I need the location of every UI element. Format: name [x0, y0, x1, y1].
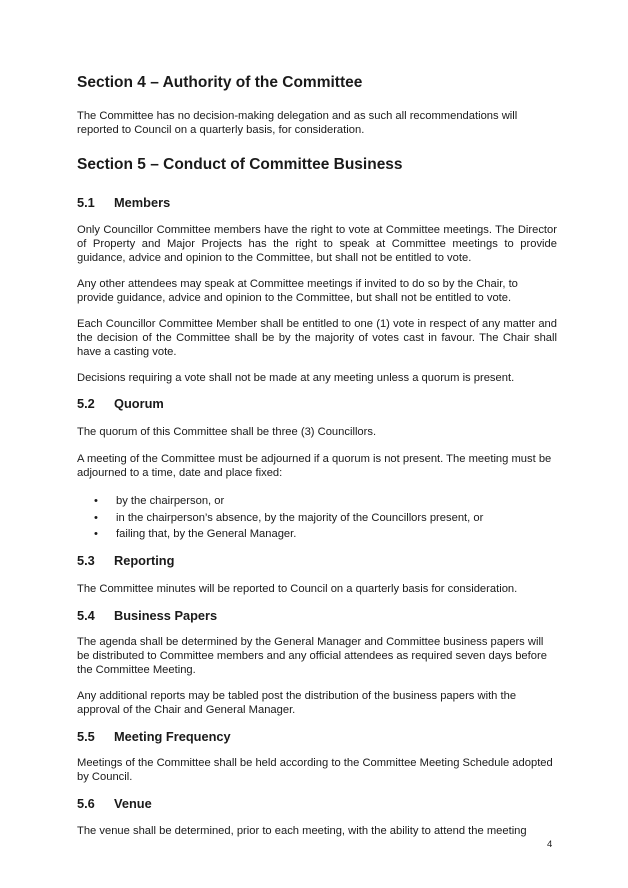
members-paragraph-3: Each Councillor Committee Member shall be entitled to one (1) vote in respect of any matter and the decision of the Committee shall be by the majority of votes cast in favour. The Chair shall have a casting vote. — [77, 318, 557, 358]
list-item: • by the chairperson, or — [77, 493, 557, 510]
subsection-title: Venue — [114, 796, 152, 811]
subsection-number: 5.1 — [77, 195, 95, 210]
subsection-title: Quorum — [114, 396, 164, 411]
business-papers-paragraph-2: Any additional reports may be tabled post the distribution of the business papers with the approval of the Chair and General Manager. — [77, 690, 517, 716]
adjournment-list — [77, 493, 557, 543]
subsection-title: Members — [114, 195, 171, 210]
venue-paragraph: The venue shall be determined, prior to each meeting, with the ability to attend the meeting — [77, 825, 527, 837]
section-4-heading: Section 4 – Authority of the Committee — [77, 74, 363, 91]
subsection-number: 5.4 — [77, 608, 95, 623]
section-4-paragraph: The Committee has no decision-making delegation and as such all recommendations will reported to Council on a quarterly basis, for consideration. — [77, 110, 518, 136]
subsection-5-2-heading — [77, 396, 164, 411]
subsection-number: 5.3 — [77, 553, 95, 568]
bullet-icon: • — [94, 511, 98, 524]
subsection-5-3-heading — [77, 553, 174, 568]
subsection-number: 5.2 — [77, 396, 95, 411]
members-paragraph-2: Any other attendees may speak at Committee meetings if invited to do so by the Chair, to provide guidance, advice and opinion to the Committee, but shall not be entitled to vote. — [77, 278, 518, 304]
list-item: • in the chairperson’s absence, by the majority of the Councillors present, or — [77, 510, 557, 527]
page-number: 4 — [547, 839, 553, 850]
subsection-5-6-heading — [77, 796, 152, 811]
business-papers-paragraph-1: The agenda shall be determined by the General Manager and Committee business papers will be distributed to Committee members and any official attendees as required seven days before the Committee Meeting. — [77, 636, 547, 676]
list-item: • failing that, by the General Manager. — [77, 526, 557, 543]
reporting-paragraph: The Committee minutes will be reported to Council on a quarterly basis for consideration. — [77, 583, 518, 595]
subsection-number: 5.5 — [77, 729, 95, 744]
subsection-number: 5.6 — [77, 796, 95, 811]
bullet-icon: • — [94, 528, 98, 540]
quorum-paragraph-1: The quorum of this Committee shall be three (3) Councillors. — [77, 426, 377, 438]
subsection-5-1-heading — [77, 195, 170, 210]
subsection-5-4-heading — [77, 608, 217, 623]
subsection-title: Business Papers — [114, 608, 218, 623]
quorum-paragraph-2: A meeting of the Committee must be adjourned if a quorum is not present. The meeting must be adjourned to a time, date and place fixed: — [77, 453, 552, 479]
subsection-title: Meeting Frequency — [114, 729, 231, 744]
section-5-heading: Section 5 – Conduct of Committee Business — [77, 156, 403, 173]
members-paragraph-4: Decisions requiring a vote shall not be made at any meeting unless a quorum is present. — [77, 372, 515, 384]
bullet-icon: • — [94, 495, 98, 507]
meeting-frequency-paragraph: Meetings of the Committee shall be held according to the Committee Meeting Schedule adopted by Council. — [77, 757, 553, 783]
subsection-5-5-heading — [77, 729, 231, 744]
members-paragraph-1: Only Councillor Committee members have the right to vote at Committee meetings. The Director of Property and Major Projects has the right to speak at Committee meetings to provide guidance, advice and opinion to the Committee, but shall not be entitled to vote. — [77, 224, 557, 264]
subsection-title: Reporting — [114, 553, 175, 568]
